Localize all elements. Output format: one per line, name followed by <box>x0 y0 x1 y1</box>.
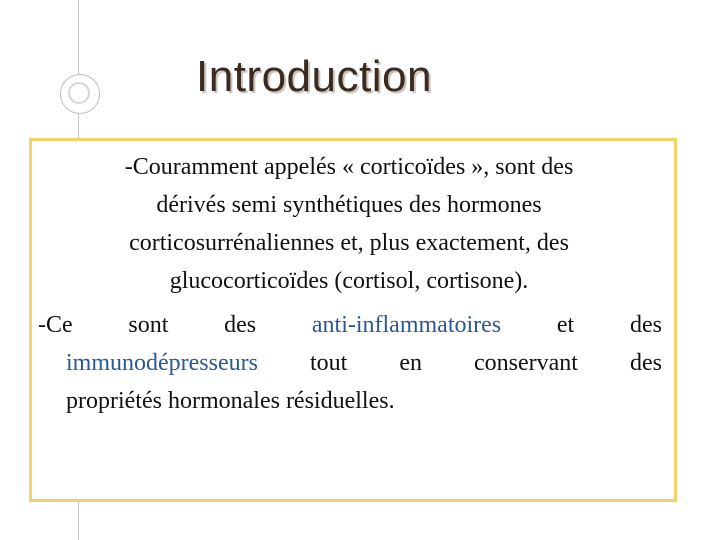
title-bullet-circle <box>60 74 100 114</box>
paragraph-definition <box>32 148 666 300</box>
slide-title: Introduction <box>196 52 432 101</box>
text-line <box>38 344 662 382</box>
word: en <box>399 350 422 376</box>
text-line <box>38 306 662 344</box>
word: sont <box>128 312 169 338</box>
word: et <box>556 312 575 338</box>
text-line: dérivés semi synthétiques des hormones <box>156 192 542 218</box>
text-line: glucocorticoïdes (cortisol, cortisone). <box>169 268 529 294</box>
word: des <box>630 350 662 376</box>
text-line: corticosurrénaliennes et, plus exactement, des <box>129 230 569 256</box>
highlight-immunodepresseurs: immunodépresseurs <box>66 350 258 376</box>
word: des <box>224 312 257 338</box>
highlight-anti-inflammatoires: anti-inflammatoires <box>311 312 502 338</box>
text-line: -Couramment appelés « corticoïdes », sont des <box>124 154 574 180</box>
paragraph-properties <box>38 306 662 420</box>
word: conservant <box>474 350 578 376</box>
word: -Ce <box>38 312 73 338</box>
word: des <box>629 312 662 338</box>
word: tout <box>309 350 348 376</box>
text-line: propriétés hormonales résiduelles. <box>66 388 395 414</box>
